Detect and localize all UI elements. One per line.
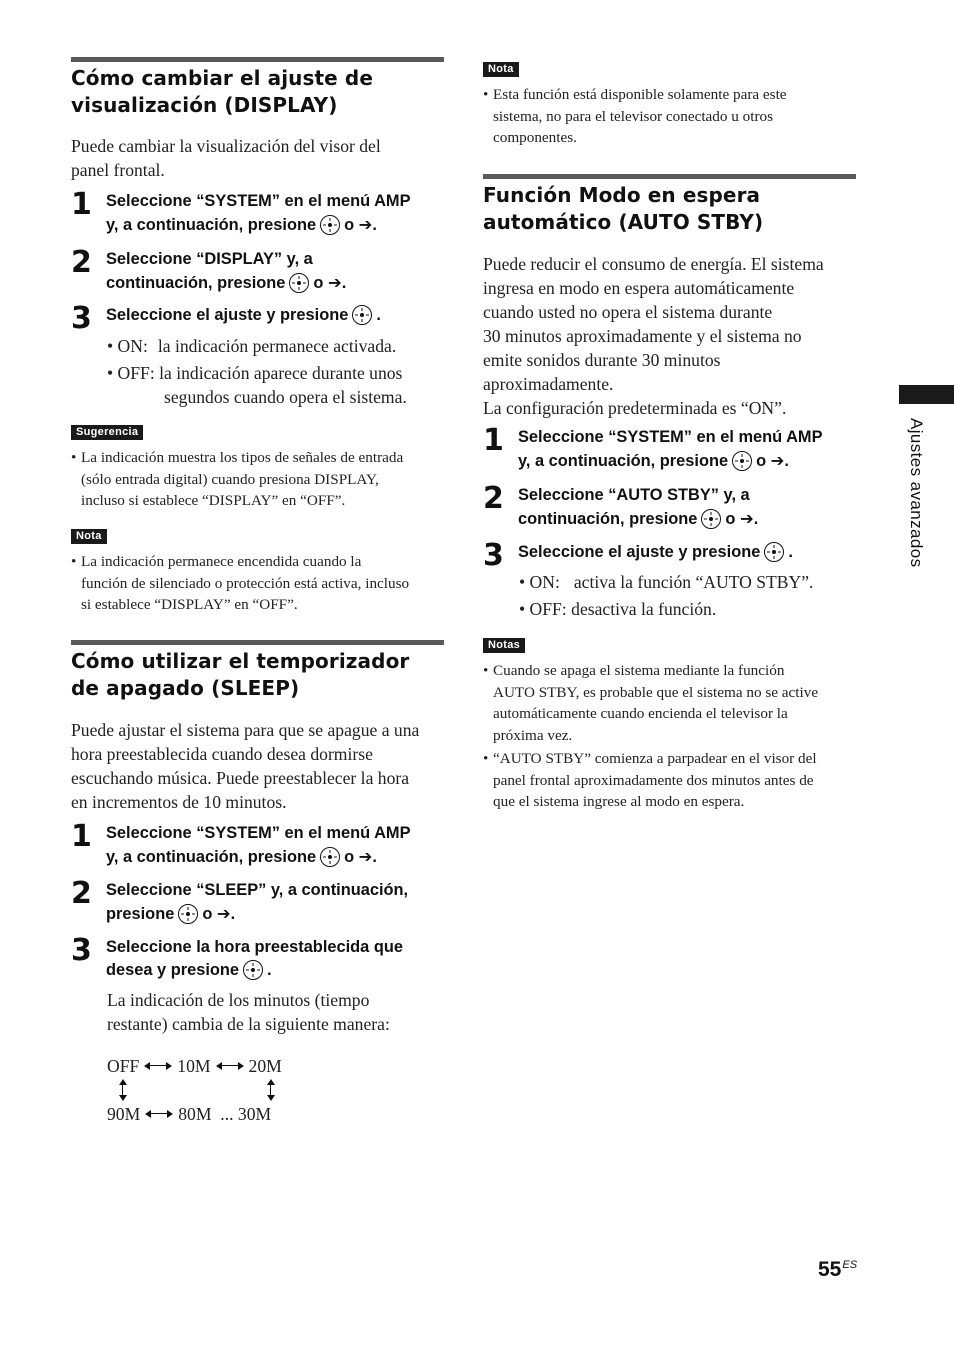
auto-stby-intro-line: ingresa en modo en espera automáticamente <box>483 278 795 298</box>
note-line: función de silenciado o protección está activa, incluso <box>81 574 410 592</box>
tip-line: (sólo entrada digital) cuando presiona DISPLAY, <box>81 470 379 488</box>
side-tab-marker <box>899 385 954 404</box>
auto-stby-intro-line: aproximadamente. <box>483 374 614 394</box>
heading-auto-stby-line1: Función Modo en espera <box>483 183 761 207</box>
select-button-icon <box>764 542 784 562</box>
select-button-icon <box>320 847 340 867</box>
auto-stby-option-on <box>519 570 813 594</box>
step-end: . <box>788 543 793 561</box>
right-note <box>483 84 863 149</box>
step-end: . <box>784 452 789 470</box>
step-or: o <box>725 510 736 528</box>
note-line: automáticamente cuando encienda el televisor la <box>493 705 788 723</box>
note-tag: Nota <box>483 62 519 77</box>
option-text: desactiva la función. <box>571 599 717 619</box>
right-note-1 <box>483 660 863 746</box>
section-rule-auto-stby <box>483 174 856 179</box>
display-intro-line2: panel frontal. <box>71 160 165 180</box>
right-arrow-icon: ➔ <box>216 904 231 923</box>
bullet: • <box>483 86 489 103</box>
sleep-detail-line: restante) cambia de la siguiente manera: <box>107 1014 390 1034</box>
step-line1: Seleccione “AUTO STBY” y, a <box>518 486 750 504</box>
heading-auto-stby-line2: automático (AUTO STBY) <box>483 210 764 234</box>
heading-display-line1: Cómo cambiar el ajuste de <box>71 66 373 90</box>
double-arrow-icon <box>145 1109 173 1119</box>
option-label: • OFF: <box>519 599 567 619</box>
step-or: o <box>344 848 355 866</box>
step-number: 2 <box>71 245 92 280</box>
note-line: La indicación permanece encendida cuando la <box>81 553 362 570</box>
double-arrow-icon <box>144 1061 172 1071</box>
right-arrow-icon: ➔ <box>358 215 373 234</box>
step-line1: Seleccione la hora preestablecida que <box>106 938 403 956</box>
notes-tag: Notas <box>483 638 525 653</box>
step-line1: Seleccione “SYSTEM” en el menú AMP <box>106 192 411 210</box>
option-label: • ON: <box>107 336 148 356</box>
step-number: 3 <box>71 301 92 336</box>
right-arrow-icon: ➔ <box>328 273 342 292</box>
step-line2: presione <box>106 905 175 923</box>
step-end: . <box>267 961 272 979</box>
page-number-suffix: ES <box>842 1259 858 1271</box>
step-end: . <box>341 274 347 292</box>
select-button-icon <box>732 451 752 471</box>
right-note-2 <box>483 748 863 813</box>
note-line: “AUTO STBY” comienza a parpadear en el visor del <box>493 750 817 767</box>
auto-stby-intro <box>483 252 863 420</box>
step-number: 1 <box>71 187 92 222</box>
note-line: componentes. <box>493 129 577 147</box>
bullet: • <box>71 553 77 570</box>
display-option-off <box>107 361 402 385</box>
cycle-10m: 10M <box>177 1056 211 1076</box>
step-number: 1 <box>483 423 504 458</box>
cycle-30m: ... 30M <box>220 1104 272 1124</box>
note-line: Cuando se apaga el sistema mediante la función <box>493 662 785 679</box>
step-instruction <box>518 484 858 531</box>
select-button-icon <box>289 273 309 293</box>
heading-sleep-line2: de apagado (SLEEP) <box>71 676 300 700</box>
step-line1: Seleccione “SLEEP” y, a continuación, <box>106 881 409 899</box>
note-line: panel frontal aproximadamente dos minutos antes de <box>493 771 814 789</box>
auto-stby-option-off <box>519 597 716 621</box>
heading-sleep <box>71 648 451 702</box>
step-instruction <box>518 426 858 473</box>
sleep-intro-line: hora preestablecida cuando desea dormirse <box>71 744 373 764</box>
step-end: . <box>753 510 759 528</box>
step-number: 2 <box>483 481 504 516</box>
bullet: • <box>483 750 489 767</box>
tip-line: La indicación muestra los tipos de señales de entrada <box>81 449 404 466</box>
step-number: 3 <box>71 933 92 968</box>
cycle-20m: 20M <box>248 1056 282 1076</box>
note-line: próxima vez. <box>493 726 573 744</box>
auto-stby-intro-line: cuando usted no opera el sistema durante <box>483 302 773 322</box>
sleep-intro-line: en incrementos de 10 minutos. <box>71 792 287 812</box>
step-line2: desea y presione <box>106 961 240 979</box>
sleep-detail-line: La indicación de los minutos (tiempo <box>107 990 370 1010</box>
display-note <box>71 551 451 616</box>
tip-line: incluso si establece “DISPLAY” en “OFF”. <box>81 492 346 510</box>
step-instruction <box>106 822 446 869</box>
step-end: . <box>230 905 236 923</box>
step-number: 1 <box>71 819 92 854</box>
sleep-intro <box>71 718 451 814</box>
step-instruction <box>106 879 446 926</box>
right-arrow-icon: ➔ <box>770 451 785 470</box>
sleep-intro-line: Puede ajustar el sistema para que se apague a una <box>71 720 420 740</box>
sleep-intro-line: escuchando música. Puede preestablecer la hora <box>71 768 410 788</box>
cycle-90m: 90M <box>107 1104 141 1124</box>
step-line1: Seleccione “SYSTEM” en el menú AMP <box>518 428 823 446</box>
right-arrow-icon: ➔ <box>358 847 373 866</box>
step-line2: y, a continuación, presione <box>518 452 729 470</box>
step-instruction <box>106 190 446 237</box>
step-instruction <box>106 304 446 327</box>
step-number: 3 <box>483 538 504 573</box>
display-option-off-cont: segundos cuando opera el sistema. <box>164 387 407 407</box>
note-tag: Nota <box>71 529 107 544</box>
option-text: la indicación permanece activada. <box>157 336 397 356</box>
step-line2: y, a continuación, presione <box>106 216 317 234</box>
select-button-icon <box>320 215 340 235</box>
select-button-icon <box>243 960 263 980</box>
bullet: • <box>71 449 77 466</box>
step-instruction <box>106 936 446 982</box>
heading-display-line2: visualización (DISPLAY) <box>71 93 338 117</box>
page-number <box>818 1258 857 1282</box>
step-instruction <box>518 541 858 564</box>
step-or: o <box>344 216 355 234</box>
option-label: • OFF: <box>107 363 155 383</box>
auto-stby-intro-line: 30 minutos aproximadamente y el sistema no <box>483 326 802 346</box>
step-number: 2 <box>71 876 92 911</box>
step-end: . <box>372 216 377 234</box>
right-arrow-icon: ➔ <box>740 509 754 528</box>
tip-tag: Sugerencia <box>71 425 143 440</box>
side-tab-label: Ajustes avanzados <box>907 418 926 568</box>
note-line: que el sistema ingrese al modo en espera. <box>493 793 745 811</box>
display-intro <box>71 134 444 182</box>
cycle-80m: 80M <box>178 1104 212 1124</box>
section-rule-display <box>71 57 444 62</box>
step-line2: continuación, presione <box>106 274 286 292</box>
note-line: Esta función está disponible solamente para este <box>493 86 787 103</box>
sleep-detail <box>107 988 447 1036</box>
step-line1: Seleccione “SYSTEM” en el menú AMP <box>106 824 411 842</box>
note-line: si establece “DISPLAY” en “OFF”. <box>81 596 298 614</box>
step-or: o <box>756 452 767 470</box>
cycle-row-bottom <box>107 1102 271 1126</box>
bullet: • <box>483 662 489 679</box>
step-end: . <box>376 306 381 324</box>
double-arrow-icon <box>216 1061 244 1071</box>
step-line2: continuación, presione <box>518 510 698 528</box>
option-text: la indicación aparece durante unos <box>159 363 403 383</box>
display-option-on <box>107 334 396 358</box>
step-line1: Seleccione el ajuste y presione <box>518 543 761 561</box>
step-line2: y, a continuación, presione <box>106 848 317 866</box>
heading-display <box>71 65 451 119</box>
auto-stby-intro-line: Puede reducir el consumo de energía. El sistema <box>483 254 824 274</box>
step-line1: Seleccione el ajuste y presione <box>106 306 349 324</box>
heading-sleep-line1: Cómo utilizar el temporizador <box>71 649 410 673</box>
option-text: activa la función “AUTO STBY”. <box>573 572 814 592</box>
step-or: o <box>313 274 324 292</box>
select-button-icon <box>352 305 372 325</box>
auto-stby-intro-line: emite sonidos durante 30 minutos <box>483 350 721 370</box>
step-line1: Seleccione “DISPLAY” y, a <box>106 250 313 268</box>
option-label: • ON: <box>519 572 560 592</box>
note-line: AUTO STBY, es probable que el sistema no se active <box>493 683 819 701</box>
page-number-value: 55 <box>818 1258 842 1281</box>
cycle-off: OFF <box>107 1056 140 1076</box>
select-button-icon <box>178 904 198 924</box>
select-button-icon <box>701 509 721 529</box>
step-or: o <box>202 905 213 923</box>
auto-stby-intro-line: La configuración predeterminada es “ON”. <box>483 398 787 418</box>
note-line: sistema, no para el televisor conectado u otros <box>493 107 774 125</box>
cycle-row-top <box>107 1054 282 1078</box>
vertical-double-arrow-icon <box>118 1079 128 1101</box>
display-tip <box>71 447 451 512</box>
section-rule-sleep <box>71 640 444 645</box>
vertical-double-arrow-icon <box>266 1079 276 1101</box>
heading-auto-stby <box>483 182 863 236</box>
display-intro-line1: Puede cambiar la visualización del visor del <box>71 136 381 156</box>
step-end: . <box>372 848 377 866</box>
step-instruction <box>106 248 446 295</box>
